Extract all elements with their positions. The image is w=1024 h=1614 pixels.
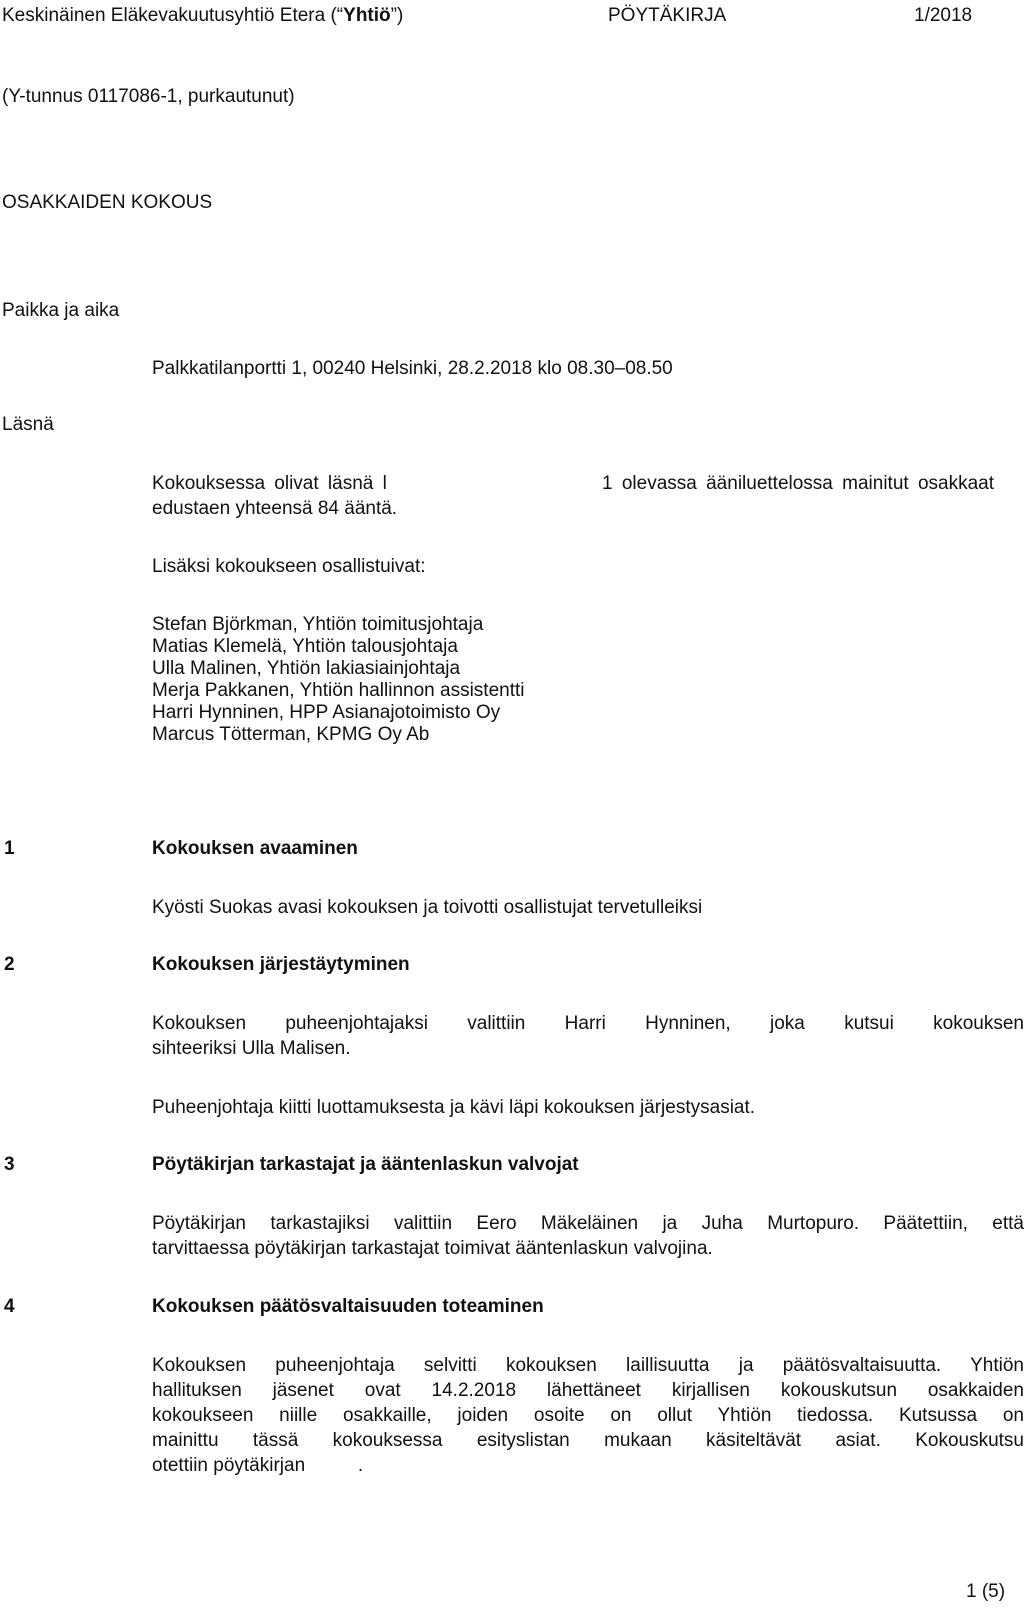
paragraph-line: Kokouksen puheenjohtajaksi valittiin Harri Hynninen, joka kutsui kokouksen [152,1013,1024,1034]
section-paragraph [152,1011,1024,1061]
section-number: 3 [4,1154,15,1175]
also-present-label: Lisäksi kokoukseen osallistuivat: [152,556,426,577]
section-title: Pöytäkirjan tarkastajat ja ääntenlaskun valvojat [152,1154,579,1175]
place-time-label: Paikka ja aika [2,300,120,321]
attendee-item: Marcus Tötterman, KPMG Oy Ab [152,724,430,745]
paragraph-line: kokoukseen niille osakkaille, joiden osoite on ollut Yhtiön tiedossa. Kutsussa on [152,1405,1024,1426]
page-number: 1 (5) [966,1581,1006,1602]
meeting-title: OSAKKAIDEN KOKOUS [2,192,213,213]
section-title: Kokouksen päätösvaltaisuuden toteaminen [152,1296,544,1317]
attendee-item: Merja Pakkanen, Yhtiön hallinnon assistentti [152,680,525,701]
attendee-item: Harri Hynninen, HPP Asianajotoimisto Oy [152,702,501,723]
present-line1-left: Kokouksessa olivat läsnä l [152,473,387,494]
company-name [2,6,403,25]
paragraph-line: tarvittaessa pöytäkirjan tarkastajat toimivat ääntenlaskun valvojina. [152,1238,713,1259]
present-line2: edustaen yhteensä 84 ääntä. [152,498,398,519]
paragraph-line: sihteeriksi Ulla Malisen. [152,1038,351,1059]
document-number: 1/2018 [914,5,973,26]
paragraph-line: Puheenjohtaja kiitti luottamuksesta ja kävi läpi kokouksen järjestysasiat. [152,1097,756,1118]
section-number: 1 [4,838,15,859]
section-paragraph [152,1211,1024,1261]
paragraph-line: Pöytäkirjan tarkastajiksi valittiin Eero Mäkeläinen ja Juha Murtopuro. Päätettiin, että [152,1213,1024,1234]
section-number: 4 [4,1296,15,1317]
section-paragraph [152,895,1024,920]
paragraph-line: otettiin pöytäkirjan . [152,1455,364,1476]
paragraph-line: mainittu tässä kokouksessa esityslistan mukaan käsiteltävät asiat. Kokouskutsu [152,1430,1024,1451]
present-line1-right: 1 olevassa ääniluettelossa mainitut osakkaat [602,473,995,494]
attendee-list [152,614,1024,746]
company-name-prefix: Keskinäinen Eläkevakuutusyhtiö Etera (“ [2,5,344,26]
paragraph-line: Kyösti Suokas avasi kokouksen ja toivotti osallistujat tervetulleiksi [152,897,703,918]
attendee-item: Matias Klemelä, Yhtiön talousjohtaja [152,636,458,657]
section-title: Kokouksen järjestäytyminen [152,954,410,975]
business-id: (Y-tunnus 0117086-1, purkautunut) [2,86,295,107]
section-paragraph [152,1095,1024,1120]
paragraph-line: Kokouksen puheenjohtaja selvitti kokouksen laillisuutta ja päätösvaltaisuutta. Yhtiön [152,1355,1024,1376]
present-label: Läsnä [2,414,54,435]
section-number: 2 [4,954,15,975]
attendee-item: Ulla Malinen, Yhtiön lakiasiainjohtaja [152,658,461,679]
document-type: PÖYTÄKIRJA [608,5,727,26]
place-time-value: Palkkatilanportti 1, 00240 Helsinki, 28.2.2018 klo 08.30–08.50 [152,358,673,379]
paragraph-line: hallituksen jäsenet ovat 14.2.2018 lähettäneet kirjallisen kokouskutsun osakkaiden [152,1380,1024,1401]
section-paragraph [152,1353,1024,1478]
attendee-item: Stefan Björkman, Yhtiön toimitusjohtaja [152,614,484,635]
company-name-bold: Yhtiö [343,5,391,26]
section-title: Kokouksen avaaminen [152,838,358,859]
company-name-suffix: ”) [390,5,404,26]
